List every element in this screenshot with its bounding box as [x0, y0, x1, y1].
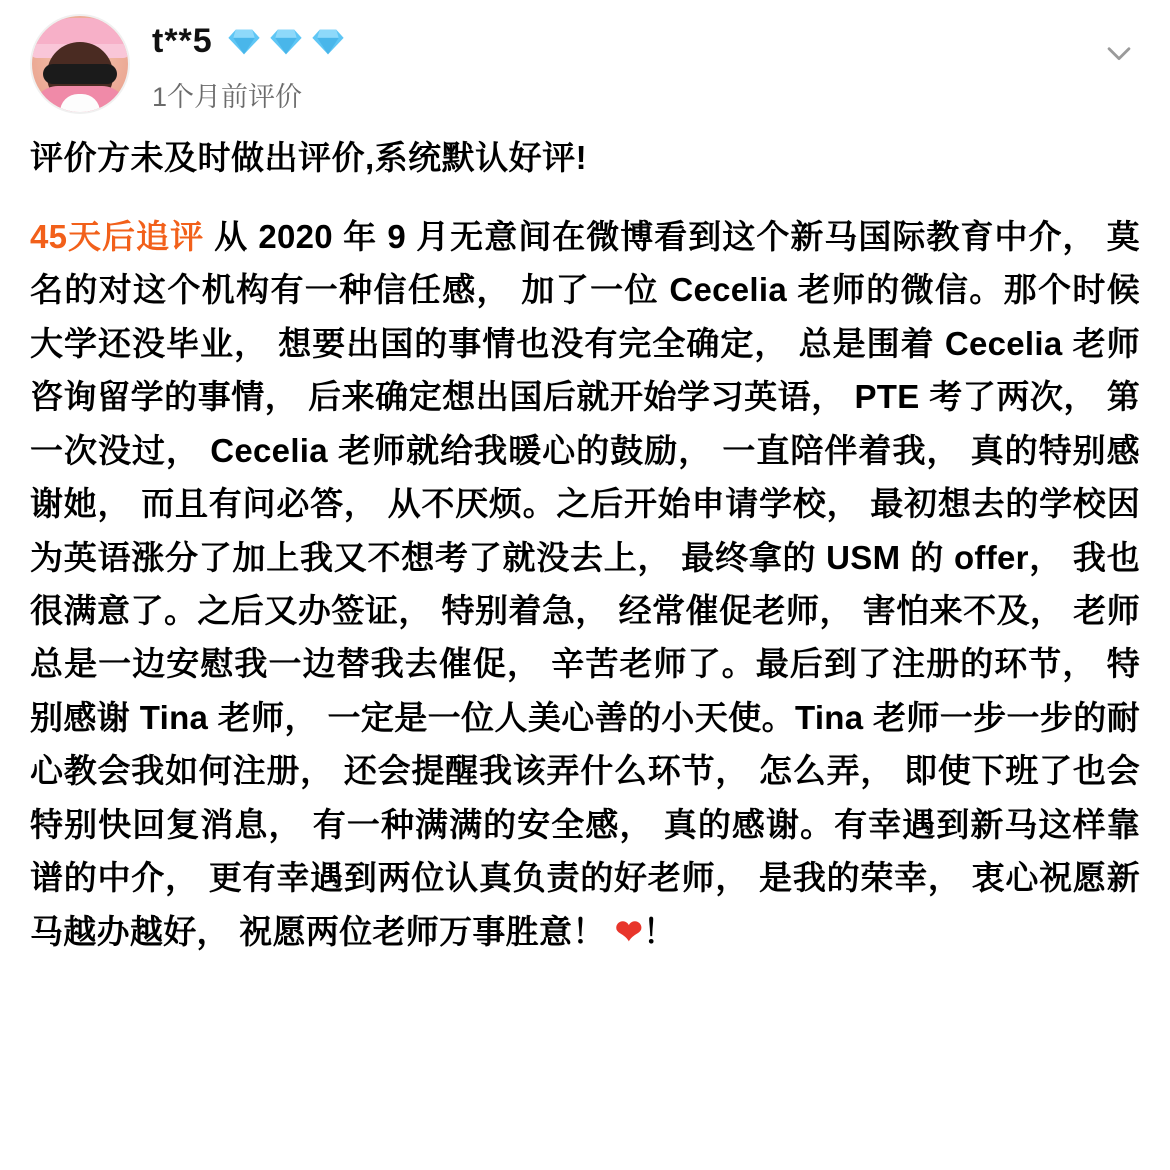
avatar-sunglasses-icon	[43, 64, 117, 84]
review-lead-text: 评价方未及时做出评价,系统默认好评!	[30, 139, 588, 176]
badge-group	[227, 28, 345, 56]
header-text	[152, 14, 345, 114]
review-header	[30, 14, 1140, 118]
followup-end: ！	[643, 912, 677, 950]
username: t**5	[152, 22, 213, 60]
review-followup	[30, 210, 1140, 958]
diamond-icon	[311, 28, 345, 56]
review-timestamp: 1个月前评价	[152, 82, 303, 112]
followup-tag: 45天后追评	[30, 217, 205, 255]
diamond-icon	[269, 28, 303, 56]
name-row	[152, 22, 345, 61]
chevron-down-icon[interactable]	[1102, 36, 1136, 70]
followup-text: 从 2020 年 9 月无意间在微博看到这个新马国际教育中介， 莫名的对这个机构有一种信任感， 加了一位 Cecelia 老师的微信。那个时候大学还没毕业， 想要出国的事情也没有完全确定， 总是围着 Cecelia 老师咨询留学的事情， 后来确定想出国后就开始学习英语， PTE 考了两次， 第一次没过， Cecelia 老师就给我暖心的鼓励， 一直陪伴着我， 真的特别感谢她， 而且有问必答， 从不厌烦。之后开始申请学校， 最初想去的学校因为英语涨分了加上我又不想考了就没去上， 最终拿的 USM 的 offer， 我也很满意了。之后又办签证， 特别着急， 经常催促老师， 害怕来不及， 老师总是一边安慰我一边替我去催促， 辛苦老师了。最后到了注册的环节， 特别感谢 Tina 老师， 一定是一位人美心善的小天使。Tina 老师一步一步的耐心教会我如何注册， 还会提醒我该弄什么环节， 怎么弄， 即使下班了也会特别快回复消息， 有一种满满的安全感， 真的感谢。有幸遇到新马这样靠谱的中介， 更有幸遇到两位认真负责的好老师， 是我的荣幸， 衷心祝愿新马越办越好， 祝愿两位老师万事胜意！	[30, 217, 1140, 950]
avatar[interactable]	[30, 14, 130, 114]
heart-icon: ❤	[615, 912, 643, 950]
review-body	[30, 134, 1140, 958]
diamond-icon	[227, 28, 261, 56]
